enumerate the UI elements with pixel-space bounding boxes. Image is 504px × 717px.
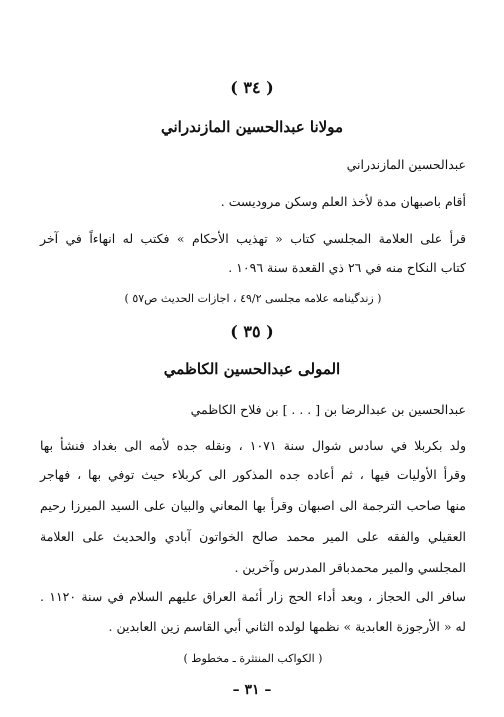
body-line: كتاب النكاح منه في ٢٦ ذي القعدة سنة ١٠٩٦ . bbox=[228, 260, 466, 275]
entry-number: ( ٣٥ ) bbox=[230, 322, 274, 341]
entry-title: المولى عبدالحسين الكاظمي bbox=[163, 360, 341, 378]
body-line: المجلسي والمير محمدباقر المدرس وآخرين . bbox=[234, 560, 466, 575]
source-citation: ( زندگینامه علامه مجلسی ٤٩/٢ ، اجازات الحديث ص٥٧ ) bbox=[124, 292, 382, 305]
entry-name-line: عبدالحسين بن عبدالرضا بن [ . . . ] بن فلاح الكاظمي bbox=[190, 402, 466, 417]
body-line: العقيلي والفقه على المير محمد صالح الخواتون آبادي والحديث على العلامة bbox=[40, 529, 466, 544]
body-line: أقام باصبهان مدة لأخذ العلم وسكن مروديست . bbox=[220, 194, 466, 209]
body-line: وقرأ الأوليات فيها ، ثم أعاده جده المذكور الى كربلاء حيث توفي بها ، فهاجر bbox=[40, 467, 466, 482]
page-number: – ٣١ – bbox=[232, 682, 272, 698]
body-line: ولد بكربلا في سادس شوال سنة ١٠٧١ ، ونقله جده لأمه الى بغداد فنشأ بها bbox=[40, 438, 466, 453]
entry-number: ( ٣٤ ) bbox=[230, 78, 274, 97]
entry-name-line: عبدالحسين المازندراني bbox=[346, 157, 466, 172]
source-citation: ( الكواكب المنتثرة ـ مخطوط ) bbox=[183, 652, 323, 665]
entry-title: مولانا عبدالحسين المازندراني bbox=[161, 118, 343, 136]
body-line: منها صاحب الترجمة الى اصبهان وقرأ بها المعاني والبيان على السيد الميرزا رحيم bbox=[40, 498, 466, 513]
body-line: سافر الى الحجاز ، وبعد أداء الحج زار أئمة العراق عليهم السلام في سنة ١١٢٠ . bbox=[40, 589, 466, 604]
body-line: له « الأرجوزة العابدية » نظمها لولده الثاني أبي القاسم زين العابدين . bbox=[108, 619, 466, 634]
body-line: قرأ على العلامة المجلسي كتاب « تهذيب الأحكام » فكتب له انهاءاً في آخر bbox=[40, 231, 466, 246]
